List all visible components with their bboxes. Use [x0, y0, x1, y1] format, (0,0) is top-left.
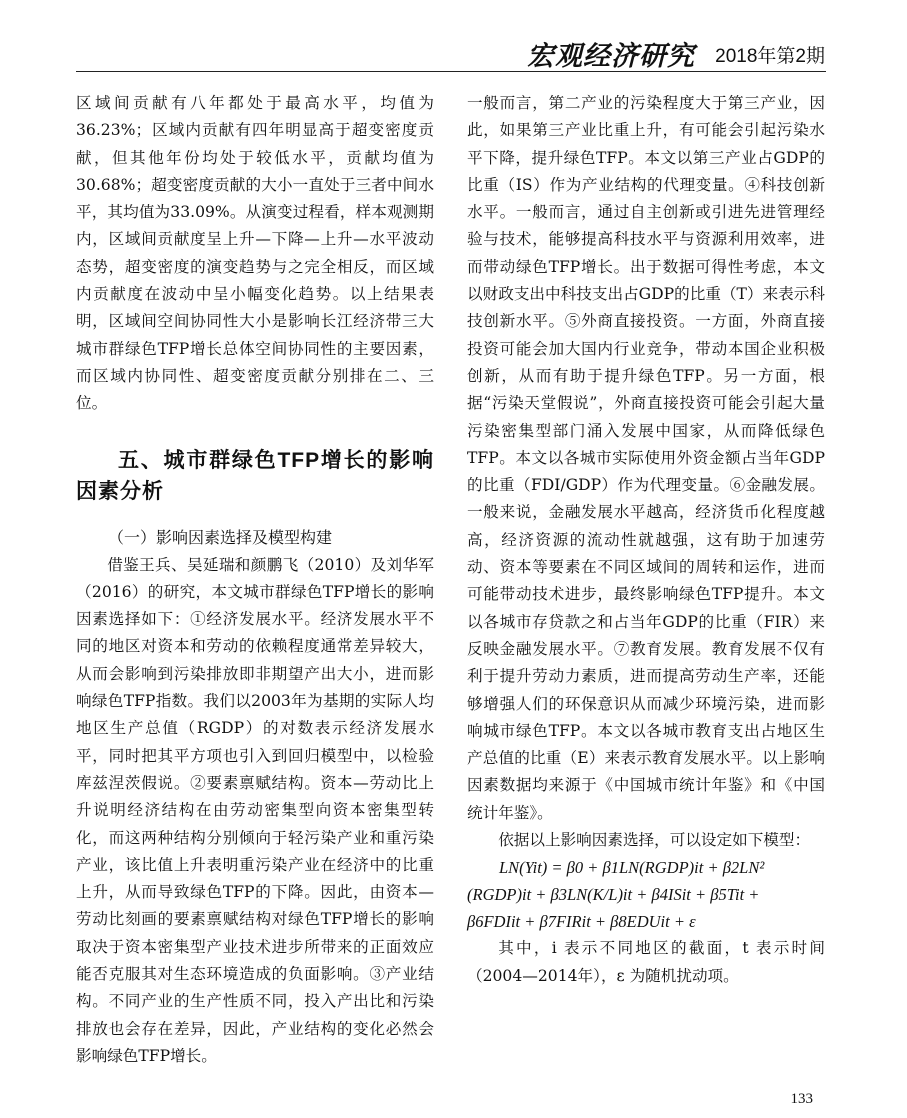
journal-name: 宏观经济研究 — [527, 41, 695, 72]
paragraph-factors-continued: 一般而言，第二产业的污染程度大于第三产业，因此，如果第三产业比重上升，有可能会引起污染水平下降，提升绿色TFP。本文以第三产业占GDP的比重（IS）作为产业结构的代理变量。④科技创新水平。一般而言，通过自主创新或引进先进管理经验与技术，能够提高科技水平与资源利用效率，进而带动绿色TFP增长。出于数据可得性考虑，本文以财政支出中科技支出占GDP的比重（T）来表示科技创新水平。⑤外商直接投资。一方面，外商直接投资可能会加大国内行业竞争，带动本国企业积极创新，从而有助于提升绿色TFP。另一方面，根据“污染天堂假说”，外商直接投资可能会引起大量污染密集型部门涌入发展中国家，从而降低绿色TFP。本文以各城市实际使用外资金额占当年GDP的比重（FDI/GDP）作为代理变量。⑥金融发展。一般来说，金融发展水平越高，经济货币化程度越高，经济资源的流动性就越强，这有助于加速劳动、资本等要素在不同区域间的周转和运作，进而可能带动技术进步，最终影响绿色TFP提升。本文以各城市存贷款之和占当年GDP的比重（FIR）来反映金融发展水平。⑦教育发展。教育发展不仅有利于提升劳动力素质，进而提高劳动生产率，还能够增强人们的环保意识从而减少环境污染，进而影响城市绿色TFP。本文以各城市教育支出占地区生产总值的比重（E）来表示教育发展水平。以上影响因素数据均来源于《中国城市统计年鉴》和《中国统计年鉴》。 — [467, 94, 825, 822]
paragraph-factors: 借鉴王兵、吴延瑞和颜鹏飞（2010）及刘华军（2016）的研究，本文城市群绿色TFP增长的影响因素选择如下：①经济发展水平。经济发展水平不同的地区对资本和劳动的依赖程度通常差异较大，从而会影响到污染排放即非期望产出大小，进而影响绿色TFP指数。我们以2003年为基期的实际人均地区生产总值（RGDP）的对数表示经济发展水平，同时把其平方项也引入到回归模型中，以检验库兹涅茨假说。②要素禀赋结构。资本—劳动比上升说明经济结构在由劳动密集型向资本密集型转化，而这两种结构分别倾向于轻污染产业和重污染产业，该比值上升表明重污染产业在经济中的比重上升，从而导致绿色TFP的下降。因此，由资本—劳动比刻画的要素禀赋结构对绿色TFP增长的影响取决于资本密集型产业技术进步所带来的正面效应能否克服其对生态环境造成的负面影响。③产业结构。不同产业的生产性质不同，投入产出比和污染排放也会存在差异，因此，产业结构的变化必然会影响绿色TFP增长。 — [76, 555, 434, 1065]
equation-line-3: β6FDIit + β7FIRit + β8EDUit + ε — [467, 912, 696, 932]
issue-label: 2018年第2期 — [715, 46, 825, 67]
paragraph-model-intro: 依据以上影响因素选择，可以设定如下模型： — [498, 831, 811, 850]
subsection-heading: （一）影响因素选择及模型构建 — [108, 529, 333, 547]
left-column — [76, 90, 434, 1070]
equation-line-1: LN(Yit) = β0 + β1LN(RGDP)it + β2LN² — [499, 858, 765, 878]
header-rule — [76, 71, 826, 72]
paragraph-variables: 其中，i 表示不同地区的截面，t 表示时间（2004—2014年），ε 为随机扰动项。 — [467, 939, 825, 985]
page-header — [0, 0, 907, 70]
section-heading: 五、城市群绿色TFP增长的影响因素分析 — [76, 448, 434, 503]
paragraph-continued: 区域间贡献有八年都处于最高水平，均值为36.23%；区域内贡献有四年明显高于超变密度贡献，但其他年份均处于较低水平，贡献均值为30.68%；超变密度贡献的大小一直处于三者中间水平，其均值为33.09%。从演变过程看，样本观测期内，区域间贡献度呈上升—下降—上升—水平波动态势，超变密度的演变趋势与之完全相反，而区域内贡献度在波动中呈小幅变化趋势。以上结果表明，区域间空间协同性大小是影响长江经济带三大城市群绿色TFP增长总体空间协同性的主要因素，而区域内协同性、超变密度贡献分别排在二、三位。 — [76, 94, 434, 413]
page-number: 133 — [790, 1091, 813, 1107]
equation-line-2: (RGDP)it + β3LN(K/L)it + β4ISit + β5Tit + — [467, 885, 760, 905]
right-column — [467, 90, 825, 990]
